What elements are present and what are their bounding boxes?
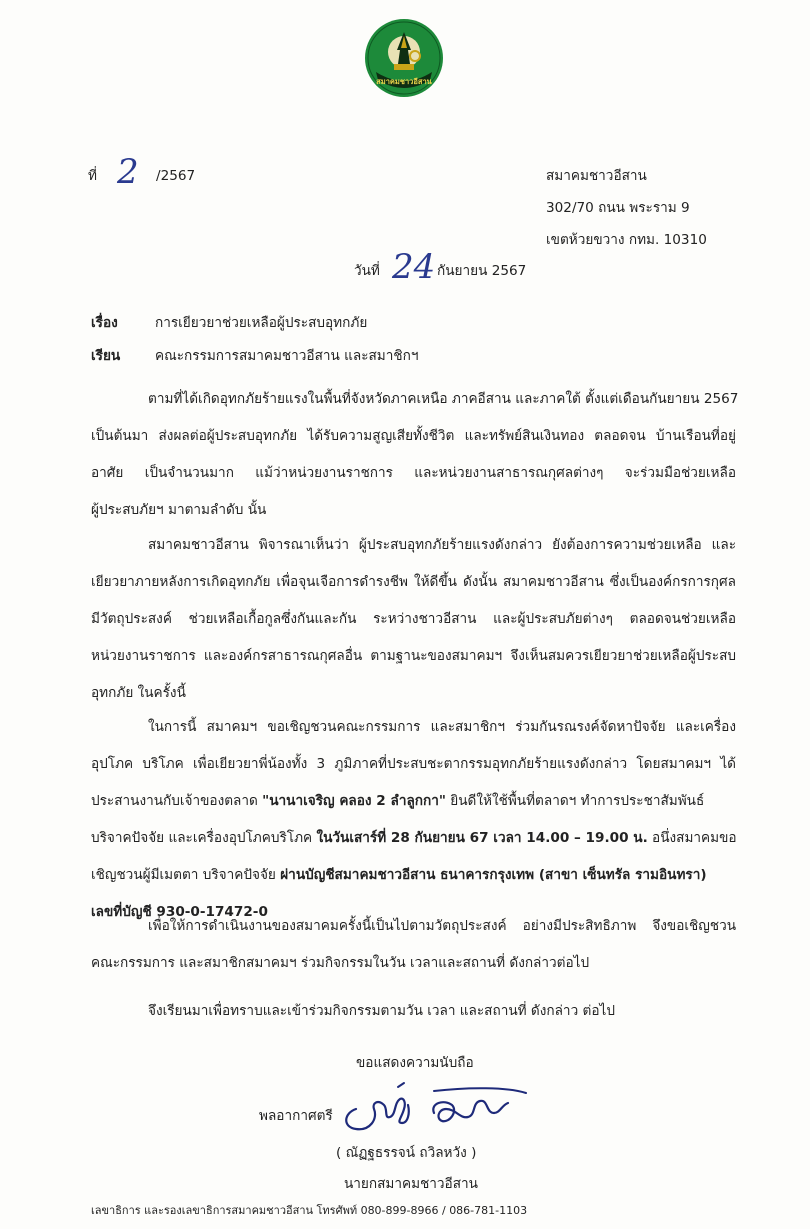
paragraph-line: อาศัย เป็นจำนวนมาก แม้ว่าหน่วยงานราชการ และหน่วยงานสาธารณกุศลต่างๆ จะร่วมมือช่วยเหลือ <box>91 465 736 481</box>
bank-account-info: ผ่านบัญชีสมาคมชาวอีสาน ธนาคารกรุงเทพ (สาขา เซ็นทรัล รามอินทรา) <box>280 867 707 883</box>
footer-contact: เลขาธิการ และรองเลขาธิการสมาคมชาวอีสาน โทรศัพท์ 080-899-8966 / 086-781-1103 <box>91 1204 528 1217</box>
signer-rank: พลอากาศตรี <box>259 1108 333 1124</box>
sender-address-line: 302/70 ถนน พระราม 9 <box>546 200 690 216</box>
paragraph-text: บริจาคปัจจัย และเครื่องอุปโภคบริโภค <box>91 830 317 846</box>
closing-salutation: ขอแสดงความนับถือ <box>356 1055 474 1071</box>
subject-text: การเยียวยาช่วยเหลือผู้ประสบอุทกภัย <box>155 315 368 331</box>
signer-position: นายกสมาคมชาวอีสาน <box>344 1176 478 1192</box>
sender-address-line: เขตห้วยขวาง กทม. 10310 <box>546 232 707 248</box>
date-prefix: วันที่ <box>354 263 380 279</box>
paragraph-line: อุทกภัย ในครั้งนี้ <box>91 685 186 701</box>
sender-name: สมาคมชาวอีสาน <box>546 168 647 184</box>
paragraph-line: เยียวยาภายหลังการเกิดอุทกภัย เพื่อจุนเจือการดำรงชีพ ให้ดีขึ้น ดังนั้น สมาคมชาวอีสาน ซึ่งเป็นองค์กรการกุศล <box>91 574 736 590</box>
account-number: เลขที่บัญชี 930-0-17472-0 <box>91 904 268 920</box>
paragraph-line: เพื่อให้การดำเนินงานของสมาคมครั้งนี้เป็นไปตามวัตถุประสงค์ อย่างมีประสิทธิภาพ จึงขอเชิญชวน <box>148 918 736 934</box>
market-name: "นานาเจริญ คลอง 2 ลำลูกกา" <box>262 793 446 809</box>
event-datetime: ในวันเสาร์ที่ 28 กันยายน 67 เวลา 14.00 – 19.00 น. <box>316 830 648 846</box>
date-month-year: กันยายน 2567 <box>437 263 527 279</box>
paragraph-3 <box>91 709 736 931</box>
ref-prefix: ที่ <box>88 168 97 184</box>
association-logo <box>364 18 444 98</box>
signer-name: ( ณัฏฐธรรจน์ ถวิลหวัง ) <box>336 1145 477 1161</box>
paragraph-text: ยินดีให้ใช้พื้นที่ตลาดฯ ทำการประชาสัมพันธ์ <box>445 793 705 809</box>
paragraph-line <box>91 820 736 857</box>
closing-request: จึงเรียนมาเพื่อทราบและเข้าร่วมกิจกรรมตามวัน เวลา และสถานที่ ดังกล่าว ต่อไป <box>148 1003 615 1019</box>
subject-label: เรื่อง <box>91 315 118 331</box>
handwritten-signature <box>338 1079 528 1135</box>
date-day-handwritten: 24 <box>392 247 436 287</box>
paragraph-line: มีวัตถุประสงค์ ช่วยเหลือเกื้อกูลซึ่งกันและกัน ระหว่างชาวอีสาน และผู้ประสบภัยต่างๆ ตลอดจนช่วยเหลือ <box>91 611 736 627</box>
logo-text: สมาคมชาวอีสาน <box>376 77 432 86</box>
paragraph-text: เชิญชวนผู้มีเมตตา บริจาคปัจจัย <box>91 867 281 883</box>
paragraph-text: อนึ่งสมาคมขอ <box>647 830 737 846</box>
paragraph-text: ประสานงานกับเจ้าของตลาด <box>91 793 263 809</box>
to-text: คณะกรรมการสมาคมชาวอีสาน และสมาชิกฯ <box>155 348 419 364</box>
paragraph-1 <box>91 381 739 529</box>
paragraph-line: ในการนี้ สมาคมฯ ขอเชิญชวนคณะกรรมการ และสมาชิกฯ ร่วมกันรณรงค์จัดหาปัจจัย และเครื่อง <box>148 719 736 735</box>
paragraph-line: เป็นต้นมา ส่งผลต่อผู้ประสบอุทกภัย ได้รับความสูญเสียทั้งชีวิต และทรัพย์สินเงินทอง ตลอดจน บ้านเรือนที่อยู่ <box>91 428 736 444</box>
ref-suffix: /2567 <box>156 168 196 184</box>
paragraph-2 <box>91 527 736 712</box>
paragraph-line: อุปโภค บริโภค เพื่อเยียวยาพี่น้องทั้ง 3 ภูมิภาคที่ประสบชะตากรรมอุทกภัยร้ายแรงดังกล่าว โดยสมาคมฯ ได้ <box>91 756 736 772</box>
paragraph-line <box>91 857 736 894</box>
paragraph-line: หน่วยงานราชการ และองค์กรสาธารณกุศลอื่น ตามฐานะของสมาคมฯ จึงเห็นสมควรเยียวยาช่วยเหลือผู้ประสบ <box>91 648 736 664</box>
paragraph-line: สมาคมชาวอีสาน พิจารณาเห็นว่า ผู้ประสบอุทกภัยร้ายแรงดังกล่าว ยังต้องการความช่วยเหลือ และ <box>148 537 736 553</box>
ref-number-handwritten: 2 <box>117 152 139 192</box>
paragraph-line: คณะกรรมการ และสมาชิกสมาคมฯ ร่วมกิจกรรมในวัน เวลาและสถานที่ ดังกล่าวต่อไป <box>91 955 590 971</box>
paragraph-line <box>91 783 736 820</box>
paragraph-line: ผู้ประสบภัยฯ มาตามลำดับ นั้น <box>91 502 267 518</box>
paragraph-4 <box>91 908 736 982</box>
paragraph-line: ตามที่ได้เกิดอุทกภัยร้ายแรงในพื้นที่จังหวัดภาคเหนือ ภาคอีสาน และภาคใต้ ตั้งแต่เดือนกันยายน 2567 <box>148 391 739 407</box>
to-label: เรียน <box>91 348 121 364</box>
